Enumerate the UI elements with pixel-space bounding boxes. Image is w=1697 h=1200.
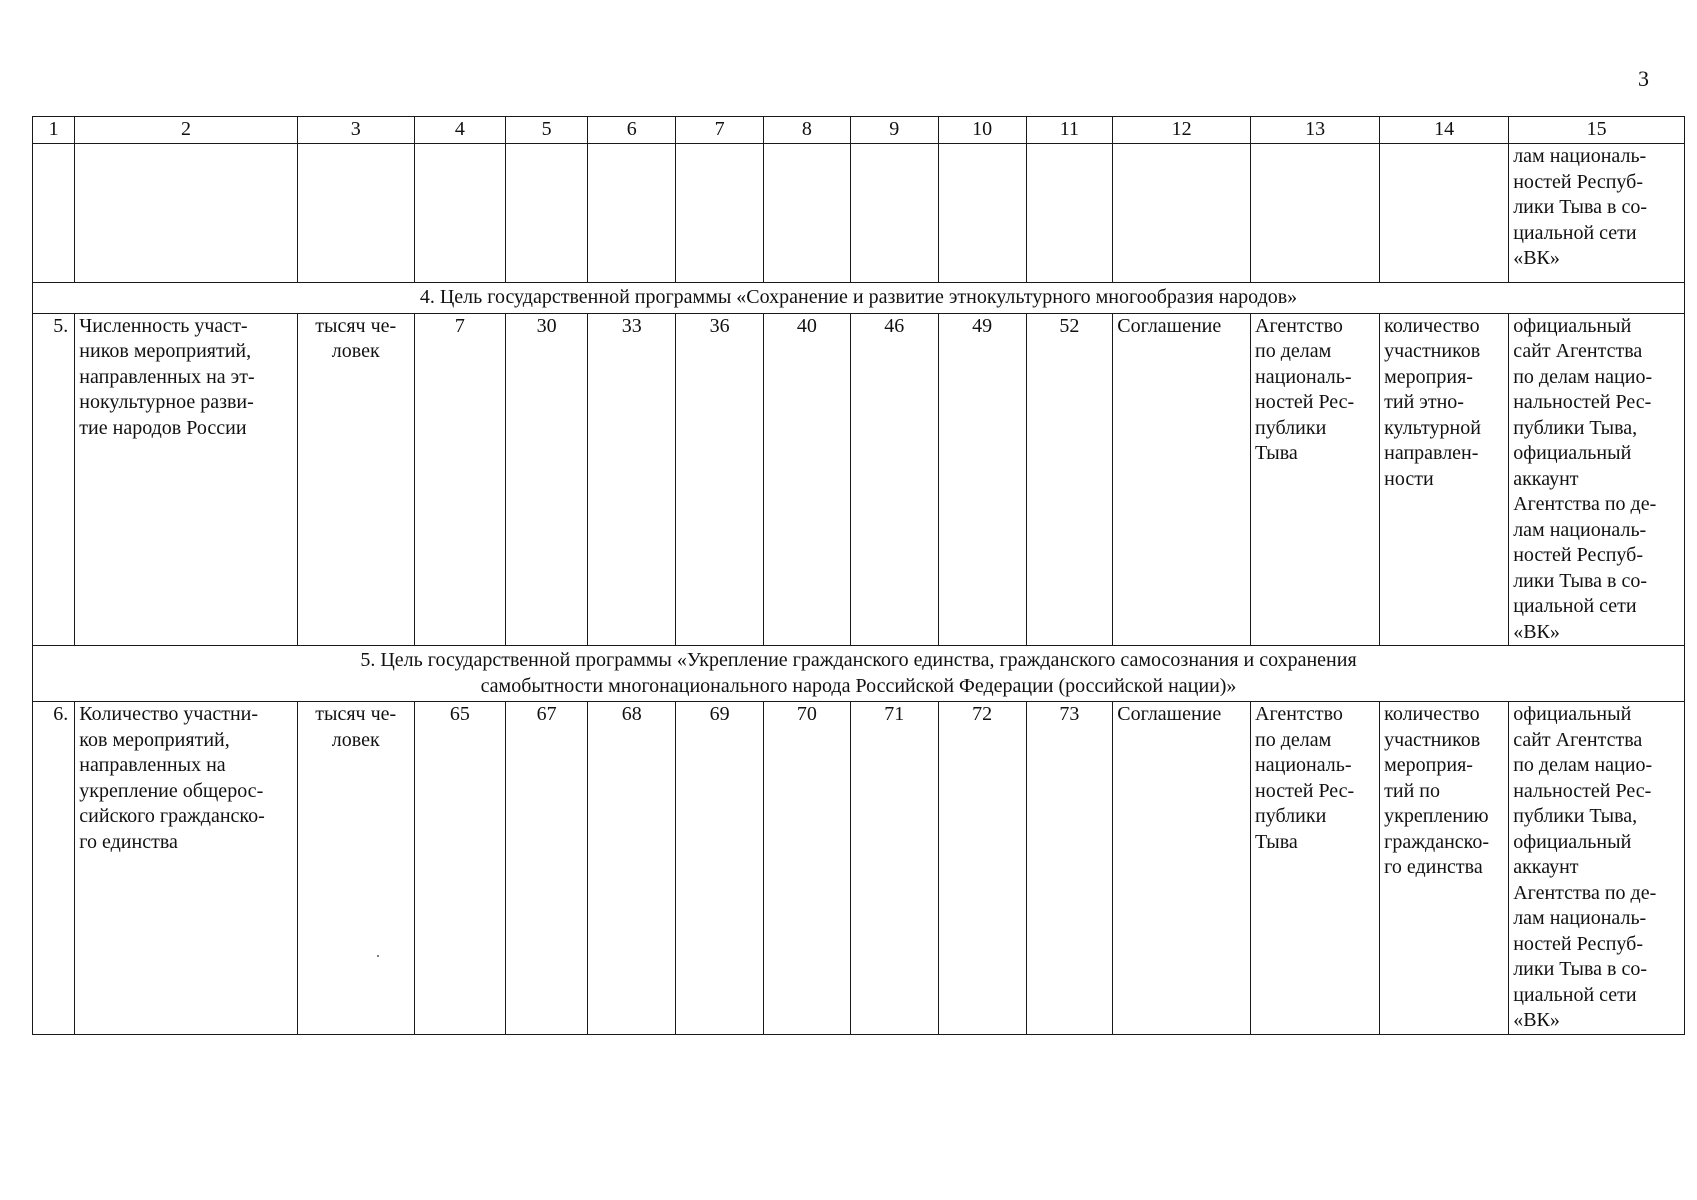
header-cell: 3: [297, 117, 414, 144]
header-cell: 9: [850, 117, 938, 144]
header-cell: 7: [676, 117, 764, 144]
table-row: [33, 313, 1685, 646]
table-row: [33, 702, 1685, 1035]
header-cell: 1: [33, 117, 75, 144]
responsible-cell: Агентство по делам националь- ностей Рес- публики Тыва: [1251, 313, 1380, 646]
row-number: 5.: [33, 313, 75, 646]
value-cell: 72: [938, 702, 1026, 1035]
value-cell: 71: [850, 702, 938, 1035]
source-cell: официальный сайт Агентства по делам нацио- нальностей Рес- публики Тыва, официальный аккаунт Агентства по де- лам националь- ностей Респуб- лики Тыва в со- циальной сети «ВК»: [1509, 313, 1685, 646]
header-cell: 4: [414, 117, 505, 144]
value-cell: 7: [414, 313, 505, 646]
value-cell: 67: [505, 702, 587, 1035]
source-cell: официальный сайт Агентства по делам нацио- нальностей Рес- публики Тыва, официальный аккаунт Агентства по де- лам националь- ностей Респуб- лики Тыва в со- циальной сети «ВК»: [1509, 702, 1685, 1035]
scan-speck: [377, 955, 379, 957]
header-cell: 5: [505, 117, 587, 144]
value-cell: 33: [588, 313, 676, 646]
value-cell: 65: [414, 702, 505, 1035]
goal-row: [33, 646, 1685, 702]
page-number: 3: [1638, 66, 1649, 91]
header-cell: 8: [764, 117, 851, 144]
value-cell: 52: [1026, 313, 1113, 646]
table-header-row: [33, 117, 1685, 144]
value-cell: 46: [850, 313, 938, 646]
unit-cell: тысяч че- ловек: [297, 313, 414, 646]
header-cell: 14: [1380, 117, 1509, 144]
value-cell: 40: [764, 313, 851, 646]
value-cell: 69: [676, 702, 764, 1035]
value-cell: 30: [505, 313, 587, 646]
responsible-cell: Агентство по делам националь- ностей Рес- публики Тыва: [1251, 702, 1380, 1035]
header-cell: 2: [75, 117, 297, 144]
value-cell: 68: [588, 702, 676, 1035]
header-cell: 10: [938, 117, 1026, 144]
unit-cell: тысяч че- ловек: [297, 702, 414, 1035]
value-cell: 73: [1026, 702, 1113, 1035]
value-cell: 36: [676, 313, 764, 646]
source-cell: лам националь- ностей Респуб- лики Тыва в со- циальной сети «ВК»: [1509, 144, 1685, 283]
value-cell: 70: [764, 702, 851, 1035]
method-cell: количество участников мероприя- тий этно- культурной направлен- ности: [1380, 313, 1509, 646]
header-cell: 13: [1251, 117, 1380, 144]
header-cell: 6: [588, 117, 676, 144]
header-cell: 11: [1026, 117, 1113, 144]
document-cell: Соглашение: [1113, 313, 1251, 646]
method-cell: количество участников мероприя- тий по укреплению гражданско- го единства: [1380, 702, 1509, 1035]
row-number: 6.: [33, 702, 75, 1035]
goal-4-heading: 4. Цель государственной программы «Сохранение и развитие этнокультурного многообразия народов»: [33, 283, 1685, 314]
document-cell: Соглашение: [1113, 702, 1251, 1035]
goal-5-heading: 5. Цель государственной программы «Укрепление гражданского единства, гражданского самосознания и сохранения самобытности многонационального народа Российской Федерации (российской нации)»: [33, 646, 1685, 702]
header-cell: 12: [1113, 117, 1251, 144]
indicator-name: Количество участни- ков мероприятий, направленных на укрепление общерос- сийского гражданско- го единства: [75, 702, 297, 1035]
value-cell: 49: [938, 313, 1026, 646]
goal-row: [33, 283, 1685, 314]
indicator-name: Численность участ- ников мероприятий, направленных на эт- нокультурное разви- тие народов России: [75, 313, 297, 646]
table-row-continuation: [33, 144, 1685, 283]
indicators-table: [32, 116, 1685, 1035]
header-cell: 15: [1509, 117, 1685, 144]
